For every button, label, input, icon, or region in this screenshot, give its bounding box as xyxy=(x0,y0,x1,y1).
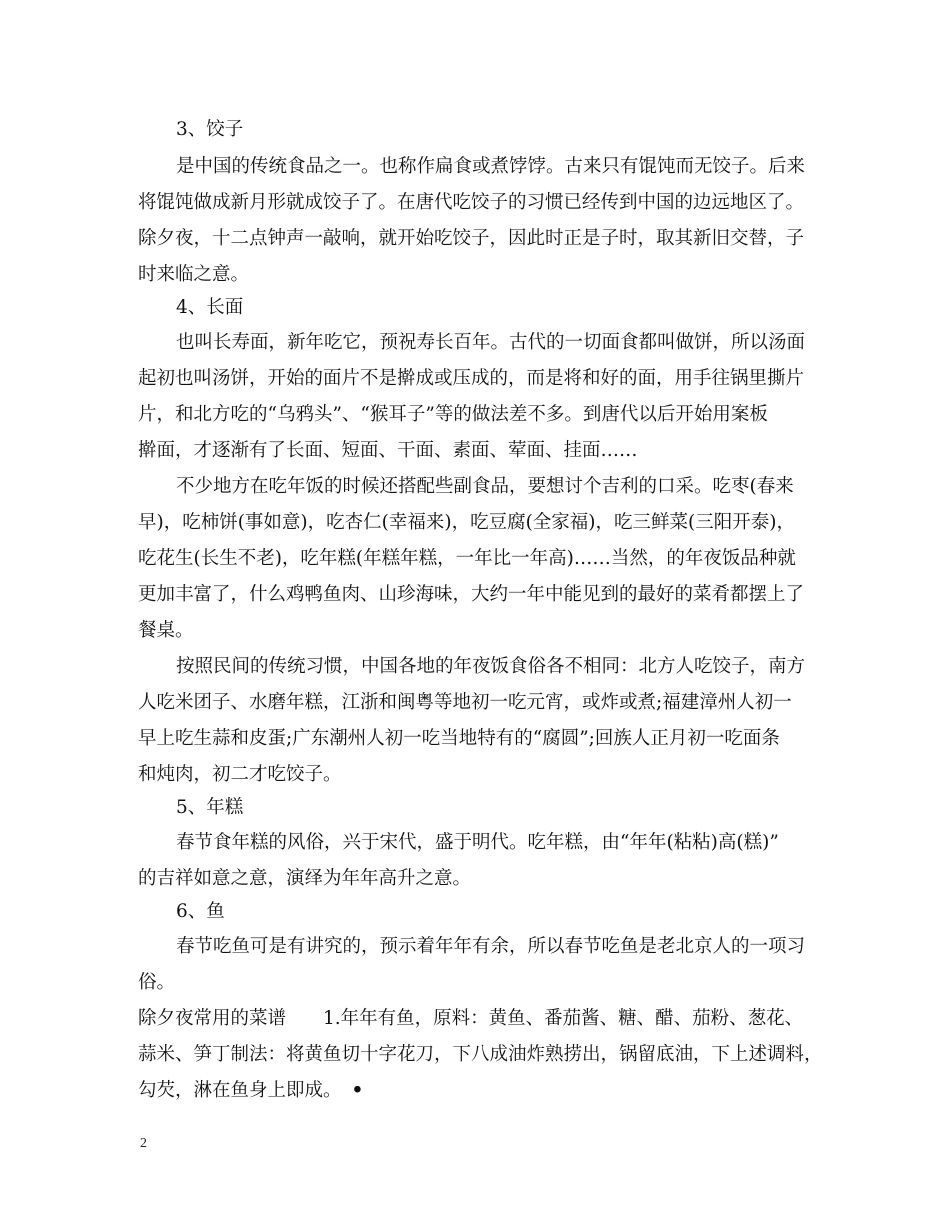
text-line: 更加丰富了，什么鸡鸭鱼肉、山珍海味，大约一年中能见到的最好的菜肴都摆上了 xyxy=(138,584,805,605)
text-line: 不少地方在吃年饭的时候还搭配些副食品，要想讨个吉利的口采。吃枣(春来 xyxy=(176,476,794,497)
text-line: 起初也叫汤饼，开始的面片不是擀成或压成的，而是将和好的面，用手往锅里撕片 xyxy=(138,368,805,389)
text-line: 春节吃鱼可是有讲究的，预示着年年有余，所以春节吃鱼是老北京人的一项习 xyxy=(176,936,806,957)
page-number: 2 xyxy=(140,1136,147,1151)
text-line: 除夕夜，十二点钟声一敲响，就开始吃饺子，因此时正是子时，取其新旧交替，子 xyxy=(138,228,805,249)
section-heading-4: 4、长面 xyxy=(176,297,244,318)
text-line: 和炖肉，初二才吃饺子。 xyxy=(138,764,342,785)
section-heading-5: 5、年糕 xyxy=(176,797,244,818)
recipe-line: 除夕夜常用的菜谱 1.年年有鱼，原料：黄鱼、番茄酱、糖、醋、茄粉、葱花、 xyxy=(138,1008,804,1029)
text-line: 也叫长寿面，新年吃它，预祝寿长百年。古代的一切面食都叫做饼，所以汤面 xyxy=(176,332,806,353)
text-line: 将馄饨做成新月形就成饺子了。在唐代吃饺子的习惯已经传到中国的边远地区了。 xyxy=(138,192,805,213)
text-line: 俗。 xyxy=(138,972,176,993)
text-line: 时来临之意。 xyxy=(138,264,250,285)
recipe-text: 勾芡，淋在鱼身上即成。 xyxy=(138,1080,342,1101)
text-line: 早上吃生蒜和皮蛋;广东潮州人初一吃当地特有的“腐圆”;回族人正月初一吃面条 xyxy=(138,728,780,749)
text-line: 春节食年糕的风俗，兴于宋代，盛于明代。吃年糕，由“年年(粘粘)高(糕)” xyxy=(176,832,779,853)
recipe-line: 蒜米、笋丁制法：将黄鱼切十字花刀，下八成油炸熟捞出，锅留底油，下上述调料， xyxy=(138,1044,823,1065)
text-line: 擀面，才逐渐有了长面、短面、干面、素面、荤面、挂面…… xyxy=(138,440,638,461)
text-line: 早)，吃柿饼(事如意)，吃杏仁(幸福来)，吃豆腐(全家福)，吃三鲜菜(三阳开泰)， xyxy=(138,512,795,533)
recipe-line-last xyxy=(138,1079,363,1103)
section-heading-6: 6、鱼 xyxy=(176,901,225,922)
text-line: 吃花生(长生不老)，吃年糕(年糕年糕，一年比一年高)……当然，的年夜饭品种就 xyxy=(138,548,796,569)
text-line: 按照民间的传统习惯，中国各地的年夜饭食俗各不相同：北方人吃饺子，南方 xyxy=(176,656,806,677)
text-line: 的吉祥如意之意，演绎为年年高升之意。 xyxy=(138,868,472,889)
text-line: 人吃米团子、水磨年糕，江浙和闽粤等地初一吃元宵，或炸或煮;福建漳州人初一 xyxy=(138,692,792,713)
text-line: 餐桌。 xyxy=(138,620,194,641)
text-line: 是中国的传统食品之一。也称作扁食或煮饽饽。古来只有馄饨而无饺子。后来 xyxy=(176,156,806,177)
text-line: 片，和北方吃的“乌鸦头”、“猴耳子”等的做法差不多。到唐代以后开始用案板 xyxy=(138,404,768,425)
section-heading-3: 3、饺子 xyxy=(176,119,244,140)
bullet-mark: • xyxy=(351,1080,364,1101)
